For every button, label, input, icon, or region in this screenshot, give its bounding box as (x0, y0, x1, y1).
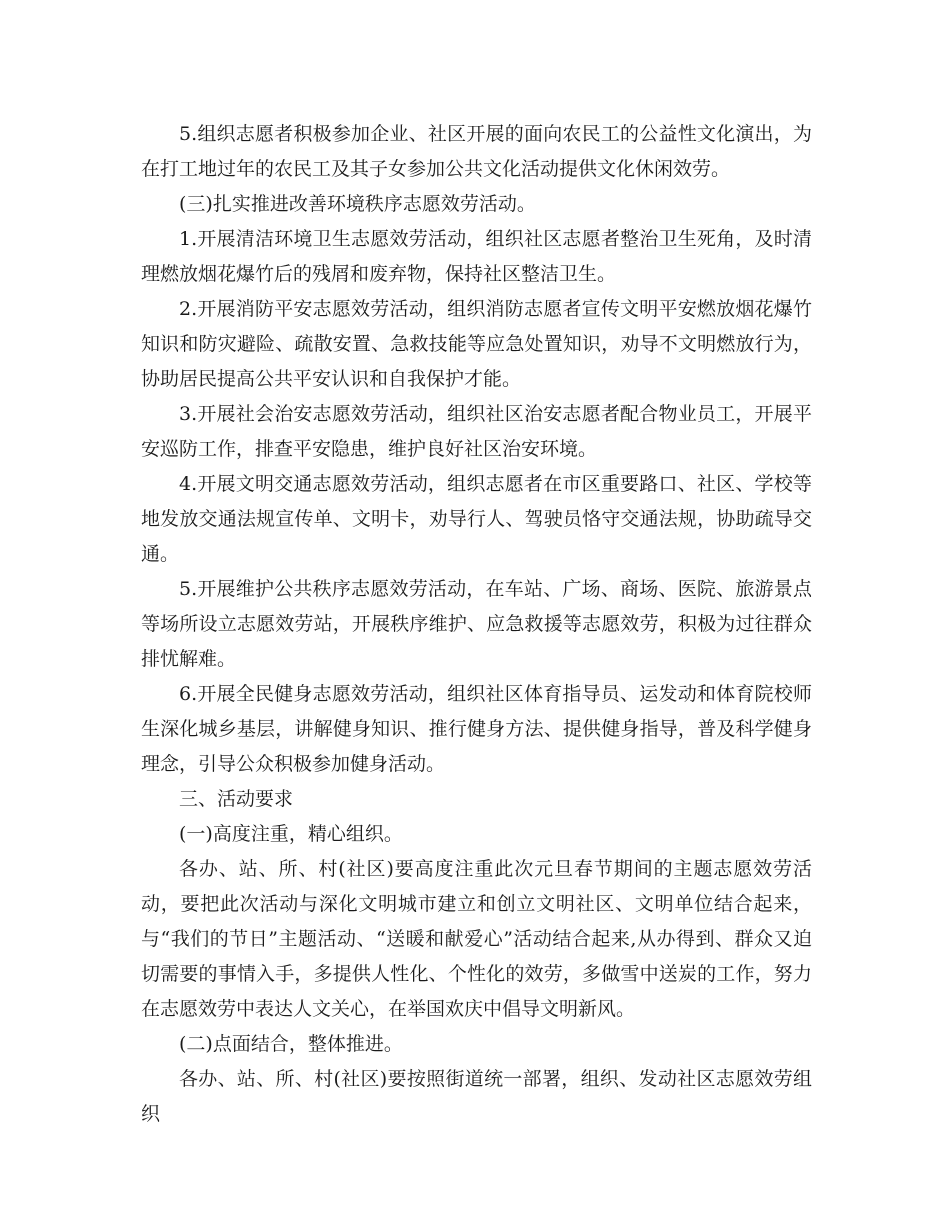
subheading-attention-organization: (一)高度注重，精心组织。 (179, 823, 403, 845)
paragraph-item-5-public-order: 5.开展维护公共秩序志愿效劳活动，在车站、广场、商场、医院、旅游景点等场所设立志愿效劳站，开展秩序维护、应急救援等志愿效劳，积极为过往群众排忧解难。 (141, 578, 812, 670)
paragraph-item-5-cultural-performance: 5.组织志愿者积极参加企业、社区开展的面向农民工的公益性文化演出，为在打工地过年的农民工及其子女参加公共文化活动提供文化休闲效劳。 (141, 123, 812, 180)
paragraph-integration-details: 各办、站、所、村(社区)要按照街道统一部署，组织、发动社区志愿效劳组织 (141, 1068, 812, 1125)
paragraph-item-6-fitness: 6.开展全民健身志愿效劳活动，组织社区体育指导员、运发动和体育院校师生深化城乡基层，讲解健身知识、推行健身方法、提供健身指导，普及科学健身理念，引导公众积极参加健身活动。 (141, 683, 812, 775)
section-heading-activity-requirements: 三、活动要求 (179, 788, 294, 810)
paragraph-attention-details: 各办、站、所、村(社区)要高度注重此次元旦春节期间的主题志愿效劳活动，要把此次活动与深化文明城市建立和创立文明社区、文明单位结合起来，与“我们的节日”主题活动、“送暖和献爱心”活动结合起来,从办得到、群众又迫切需要的事情入手，多提供人性化、个性化的效劳，多做雪中送炭的工作，努力在志愿效劳中表达人文关心，在举国欢庆中倡导文明新风。 (141, 858, 812, 1020)
paragraph-item-3-public-security: 3.开展社会治安志愿效劳活动，组织社区治安志愿者配合物业员工，开展平安巡防工作，排查平安隐患，维护良好社区治安环境。 (141, 403, 812, 460)
subheading-integration: (二)点面结合，整体推进。 (179, 1033, 403, 1055)
paragraph-item-4-traffic: 4.开展文明交通志愿效劳活动，组织志愿者在市区重要路口、社区、学校等地发放交通法规宣传单、文明卡，劝导行人、驾驶员恪守交通法规，协助疏导交通。 (141, 473, 812, 565)
paragraph-item-1-sanitation: 1.开展清洁环境卫生志愿效劳活动，组织社区志愿者整治卫生死角，及时清理燃放烟花爆竹后的残屑和废弃物，保持社区整洁卫生。 (141, 228, 812, 285)
paragraph-item-2-fire-safety: 2.开展消防平安志愿效劳活动，组织消防志愿者宣传文明平安燃放烟花爆竹知识和防灾避险、疏散安置、急救技能等应急处置知识，劝导不文明燃放行为，协助居民提高公共平安认识和自我保护才能。 (141, 298, 812, 390)
section-heading-environment-order: (三)扎实推进改善环境秩序志愿效劳活动。 (179, 193, 536, 215)
